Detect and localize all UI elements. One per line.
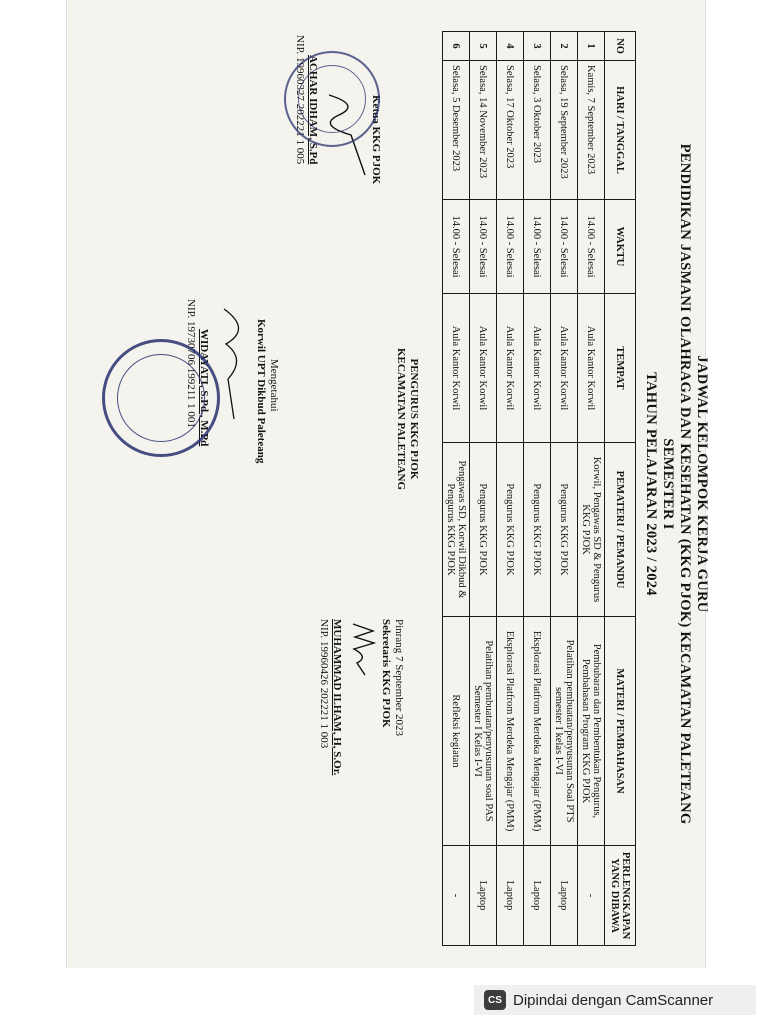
header-speaker: PEMATERI / PEMANDU: [605, 443, 636, 617]
header-place: TEMPAT: [605, 294, 636, 443]
kkg-stamp: [284, 51, 380, 147]
cell-no: 5: [470, 32, 497, 61]
acknowledgement-name: WIDAYATI, S.Pd., M.Pd: [198, 329, 210, 447]
cell-date: Selasa, 3 Oktober 2023: [524, 61, 551, 200]
table-row: [524, 32, 551, 946]
cell-no: 4: [497, 32, 524, 61]
pengurus-heading: [394, 299, 420, 539]
cell-date: Selasa, 19 September 2023: [551, 61, 578, 200]
secretary-role: Sekretaris KKG PJOK: [380, 619, 392, 728]
cell-speaker: Korwil, Pengawas SD & Pengurus KKG PJOK: [578, 443, 605, 617]
scanned-paper: [66, 0, 710, 968]
header-date: HARI / TANGGAL: [605, 61, 636, 200]
cell-material: Eksplorasi Platfrom Merdeka Mengajar (PMM): [497, 617, 524, 846]
cell-equipment: Laptop: [470, 846, 497, 946]
cell-time: 14.00 - Selesai: [551, 200, 578, 294]
pengurus-line: PENGURUS KKG PJOK: [408, 358, 420, 480]
chair-role: Ketua KKG PJOK: [370, 95, 382, 185]
table-row: [470, 32, 497, 946]
cell-place: Aula Kantor Korwil: [578, 294, 605, 443]
cell-material: Pembubaran dan Pembentukan Pengurus, Pembahasan Program KKG PJOK: [578, 617, 605, 846]
acknowledgement-role: Korwil UPT Dikbud Paleteang: [255, 319, 267, 464]
chair-name: ACHAR IDHAM, S.Pd: [307, 55, 319, 165]
camscanner-icon: CS: [484, 990, 506, 1010]
government-stamp: [102, 339, 220, 457]
secretary-name: MUHAMMAD ILHAM, H, S.Or.: [331, 619, 343, 776]
cell-date: Selasa, 5 Desember 2023: [443, 61, 470, 200]
cell-equipment: Laptop: [524, 846, 551, 946]
document-title: [642, 9, 710, 959]
title-line: SEMESTER I: [660, 438, 676, 530]
cell-speaker: Pengurus KKG PJOK: [551, 443, 578, 617]
cell-no: 6: [443, 32, 470, 61]
schedule-table: [442, 31, 636, 946]
camscanner-label: Dipindai dengan CamScanner: [513, 991, 714, 1009]
table-header-row: [605, 32, 636, 946]
cell-date: Selasa, 17 Oktober 2023: [497, 61, 524, 200]
cell-no: 3: [524, 32, 551, 61]
cell-time: 14.00 - Selesai: [497, 200, 524, 294]
acknowledgement-signature-scribble: [214, 269, 254, 469]
title-line: PENDIDIKAN JASMANI OLAHRAGA DAN KESEHATAN (KKG PJOK) KECAMATAN PALETEANG: [677, 143, 693, 825]
acknowledgement-label: Mengetahui: [268, 359, 280, 412]
cell-place: Aula Kantor Korwil: [551, 294, 578, 443]
table-row: [443, 32, 470, 946]
stamp-ring: [298, 65, 366, 133]
header-time: WAKTU: [605, 200, 636, 294]
cell-equipment: -: [578, 846, 605, 946]
table-row: [551, 32, 578, 946]
secretary-signature-block: [317, 619, 405, 879]
pengurus-line: KECAMATAN PALETEANG: [395, 347, 407, 491]
cell-material: Pelatihan pembuatan/penyusunan Soal PTS semester I kelas I-VI: [551, 617, 578, 846]
cell-speaker: Pengurus KKG PJOK: [524, 443, 551, 617]
cell-place: Aula Kantor Korwil: [524, 294, 551, 443]
cell-equipment: Laptop: [551, 846, 578, 946]
chair-nip: NIP. 19960327 202221 1 005: [294, 35, 306, 165]
cell-time: 14.00 - Selesai: [578, 200, 605, 294]
secretary-nip: NIP. 19960426 202221 1 003: [318, 619, 330, 749]
cell-speaker: Pengurus KKG PJOK: [470, 443, 497, 617]
cell-date: Kamis, 7 September 2023: [578, 61, 605, 200]
title-line: TAHUN PELAJARAN 2023 / 2024: [643, 372, 659, 596]
place-date: Pinrang 7 September 2023: [393, 619, 405, 737]
cell-speaker: Pengurus KKG PJOK: [497, 443, 524, 617]
cell-speaker: Pengawas SD, Korwil Dikbud & Pengurus KKG PJOK: [443, 443, 470, 617]
cell-time: 14.00 - Selesai: [443, 200, 470, 294]
cell-no: 1: [578, 32, 605, 61]
cell-date: Selasa, 14 November 2023: [470, 61, 497, 200]
cell-material: Pelatihan pembuatan/penyusunan soal PAS Semester I Kelas I-VI: [470, 617, 497, 846]
cell-time: 14.00 - Selesai: [470, 200, 497, 294]
header-equipment: PERLENGKAPAN YANG DIBAWA: [605, 846, 636, 946]
header-material: MATERI / PEMBAHASAN: [605, 617, 636, 846]
title-line: JADWAL KELOMPOK KERJA GURU: [694, 355, 710, 613]
cell-place: Aula Kantor Korwil: [497, 294, 524, 443]
rotated-sheet: [116, 9, 720, 959]
cell-material: Eksplorasi Platfrom Merdeka Mengajar (PMM): [524, 617, 551, 846]
table-row: [578, 32, 605, 946]
cell-place: Aula Kantor Korwil: [443, 294, 470, 443]
cell-place: Aula Kantor Korwil: [470, 294, 497, 443]
cell-equipment: -: [443, 846, 470, 946]
header-no: NO: [605, 32, 636, 61]
cell-no: 2: [551, 32, 578, 61]
cell-time: 14.00 - Selesai: [524, 200, 551, 294]
stamp-ring: [117, 354, 205, 442]
cell-material: Refleksi kegiatan: [443, 617, 470, 846]
table-row: [497, 32, 524, 946]
cell-equipment: Laptop: [497, 846, 524, 946]
camscanner-watermark: [474, 985, 756, 1015]
acknowledgement-nip: NIP. 19730706 199211 1 001: [185, 299, 197, 428]
secretary-signature-scribble: [347, 619, 379, 689]
